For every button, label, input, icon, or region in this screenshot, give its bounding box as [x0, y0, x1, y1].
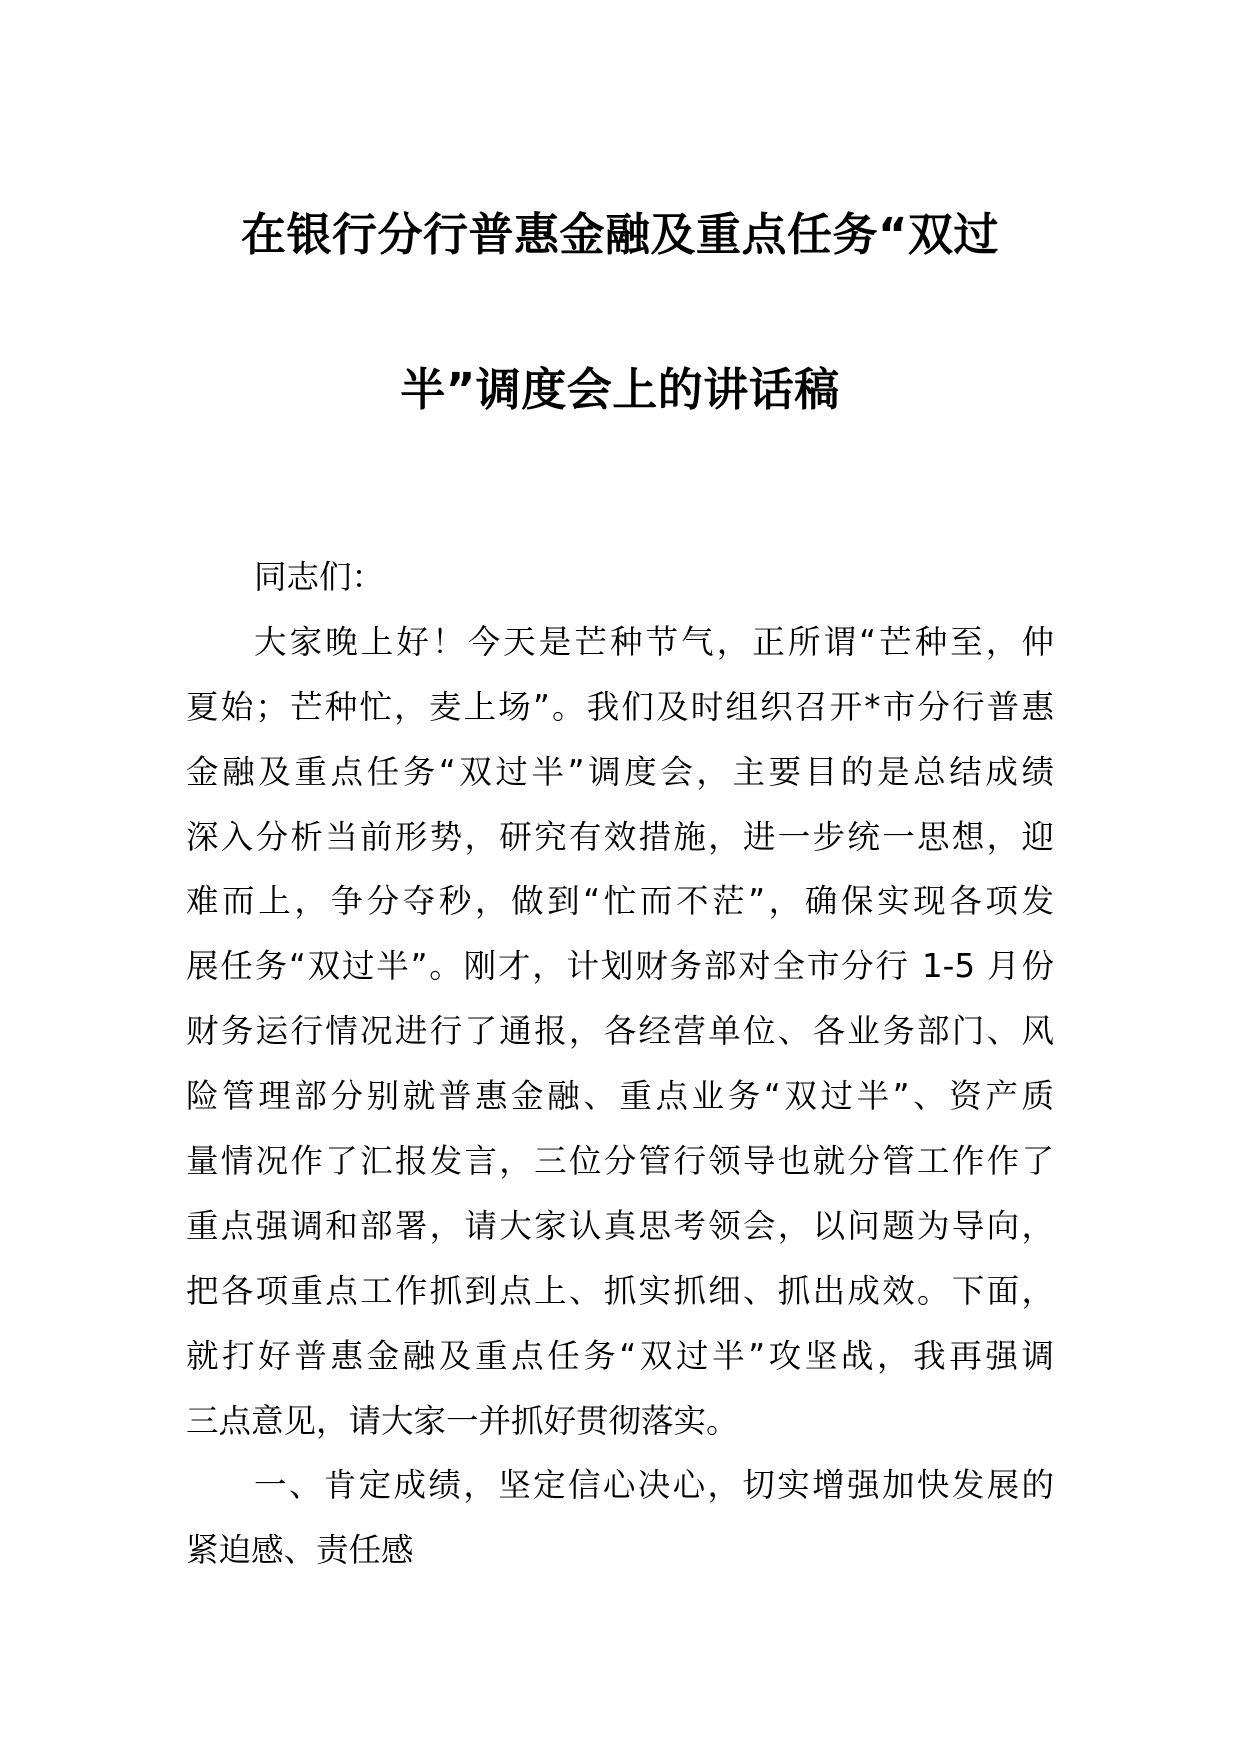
paragraph-line: 大家晚上好！今天是芒种节气，正所谓“芒种至，仲: [254, 622, 1054, 661]
section-heading-line: 一、肯定成绩，坚定信心决心，切实增强加快发展的: [254, 1466, 1054, 1505]
document-body: [186, 545, 1054, 1583]
paragraph-line: 险管理部分别就普惠金融、重点业务“双过半”、资产质: [186, 1077, 1054, 1116]
paragraph-line: 金融及重点任务“双过半”调度会，主要目的是总结成绩: [186, 752, 1054, 791]
paragraph-line: 夏始；芒种忙，麦上场”。我们及时组织召开*市分行普惠: [186, 687, 1054, 726]
paragraph-line: 重点强调和部署，请大家认真思考领会，以问题为导向，: [186, 1206, 1054, 1245]
section-heading-line: 紧迫感、责任感: [186, 1531, 414, 1570]
paragraph-line: 把各项重点工作抓到点上、抓实抓细、抓出成效。下面，: [186, 1271, 1054, 1310]
paragraph-line: 三点意见，请大家一并抓好贯彻落实。: [186, 1401, 739, 1440]
paragraph-line: 展任务“双过半”。刚才，计划财务部对全市分行 1-5 月份: [186, 947, 1054, 986]
paragraph-line: 深入分析当前形势，研究有效措施，进一步统一思想，迎: [186, 817, 1054, 856]
paragraph-line: 财务运行情况进行了通报，各经营单位、各业务部门、风: [186, 1012, 1054, 1051]
document-title-line-1: 在银行分行普惠金融及重点任务“双过: [240, 208, 1000, 261]
paragraph-line: 量情况作了汇报发言，三位分管行领导也就分管工作作了: [186, 1142, 1054, 1181]
paragraph-line: 难而上，争分夺秒，做到“忙而不茫”，确保实现各项发: [186, 882, 1054, 921]
salutation: 同志们：: [254, 558, 385, 596]
document-title-line-2: 半”调度会上的讲话稿: [400, 363, 840, 416]
paragraph-line: 就打好普惠金融及重点任务“双过半”攻坚战，我再强调: [186, 1336, 1054, 1375]
